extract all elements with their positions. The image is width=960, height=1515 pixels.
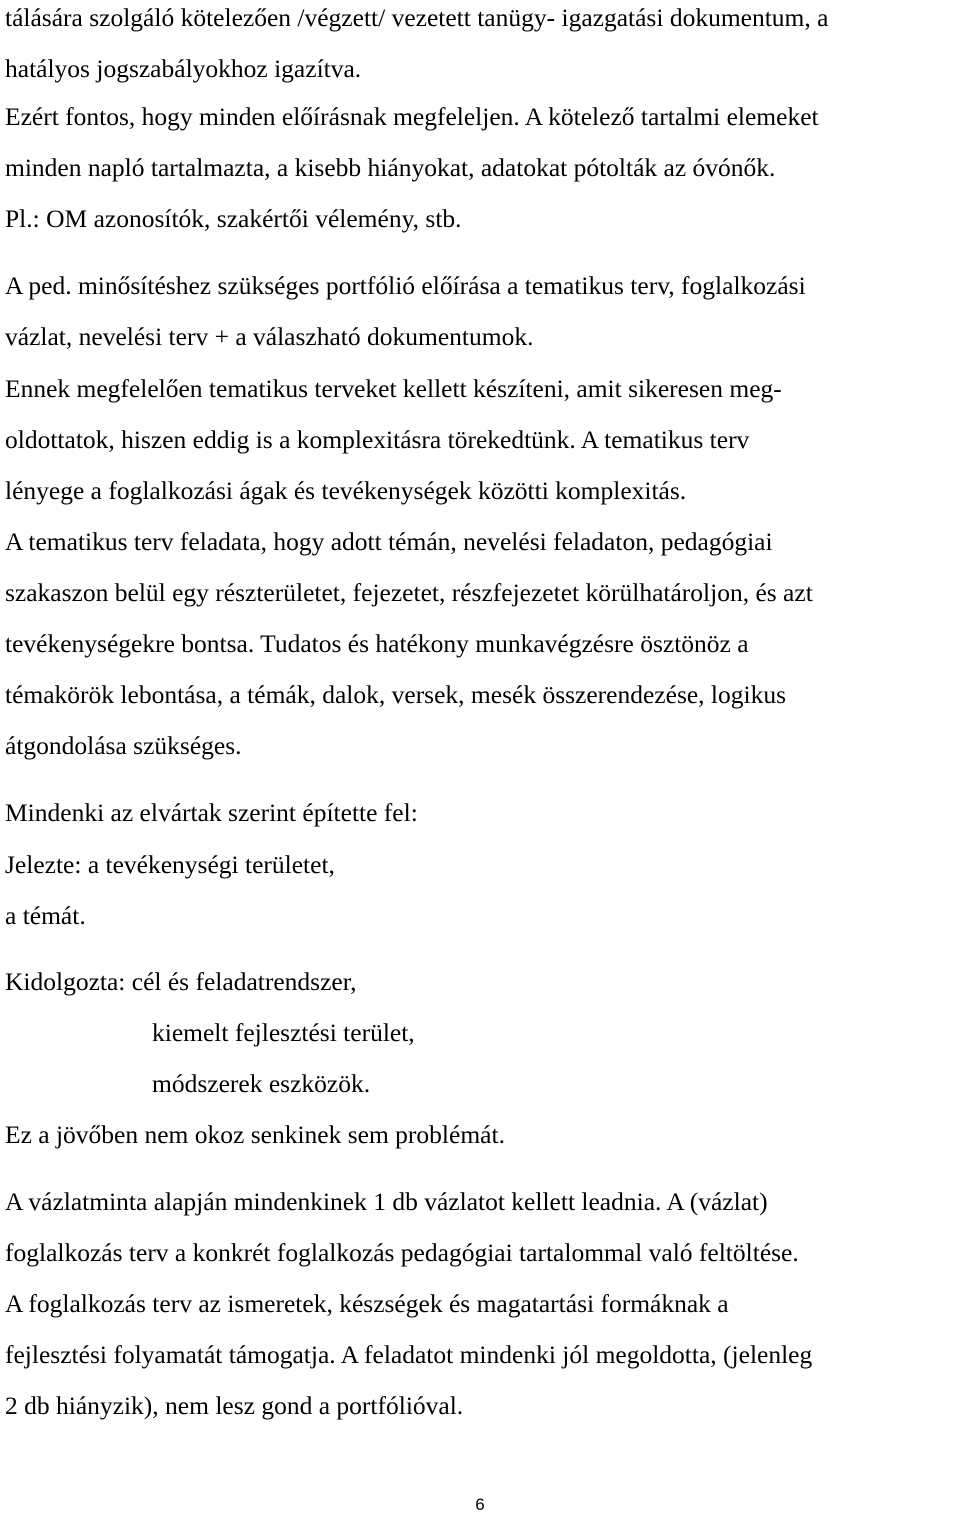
text-line: A tematikus terv feladata, hogy adott témán, nevelési feladaton, pedagógiai [5, 527, 773, 556]
page-number: 6 [475, 1495, 485, 1514]
text-line: 2 db hiányzik), nem lesz gond a portfólióval. [5, 1391, 464, 1420]
text-line: témakörök lebontása, a témák, dalok, versek, mesék összerendezése, logikus [5, 680, 787, 709]
text-line: oldottatok, hiszen eddig is a komplexitásra törekedtünk. A tematikus terv [5, 425, 750, 454]
text-line: minden napló tartalmazta, a kisebb hiányokat, adatokat pótolták az óvónők. [5, 153, 776, 182]
text-line: Jelezte: a tevékenységi területet, [5, 850, 335, 879]
text-line: vázlat, nevelési terv + a válaszható dokumentumok. [5, 322, 534, 351]
text-line: foglalkozás terv a konkrét foglalkozás pedagógiai tartalommal való feltöltése. [5, 1238, 799, 1267]
text-line: tevékenységekre bontsa. Tudatos és hatékony munkavégzésre ösztönöz a [5, 629, 749, 658]
text-line: szakaszon belül egy részterületet, fejezetet, részfejezetet körülhatároljon, és azt [5, 578, 813, 607]
text-line: Kidolgozta: cél és feladatrendszer, [5, 967, 357, 996]
text-line: hatályos jogszabályokhoz igazítva. [5, 54, 362, 83]
text-line: A vázlatminta alapján mindenkinek 1 db vázlatot kellett leadnia. A (vázlat) [5, 1187, 768, 1216]
text-line: A foglalkozás terv az ismeretek, készségek és magatartási formáknak a [5, 1289, 729, 1318]
text-line: módszerek eszközök. [152, 1069, 371, 1098]
text-line: Ennek megfelelően tematikus terveket kellett készíteni, amit sikeresen meg- [5, 374, 782, 403]
text-line: Pl.: OM azonosítók, szakértői vélemény, stb. [5, 204, 462, 233]
text-line: a témát. [5, 901, 86, 930]
text-line: lényege a foglalkozási ágak és tevékenységek közötti komplexitás. [5, 476, 687, 505]
text-line: Mindenki az elvártak szerint építette fel: [5, 798, 418, 827]
text-line: A ped. minősítéshez szükséges portfólió előírása a tematikus terv, foglalkozási [5, 271, 806, 300]
text-line: fejlesztési folyamatát támogatja. A feladatot mindenki jól megoldotta, (jelenleg [5, 1340, 813, 1369]
text-line: Ez a jövőben nem okoz senkinek sem problémát. [5, 1120, 505, 1149]
text-line: tálására szolgáló kötelezően /végzett/ vezetett tanügy- igazgatási dokumentum, a [5, 3, 829, 32]
text-line: Ezért fontos, hogy minden előírásnak megfeleljen. A kötelező tartalmi elemeket [5, 102, 819, 131]
text-line: átgondolása szükséges. [5, 731, 242, 760]
text-line: kiemelt fejlesztési terület, [152, 1018, 415, 1047]
